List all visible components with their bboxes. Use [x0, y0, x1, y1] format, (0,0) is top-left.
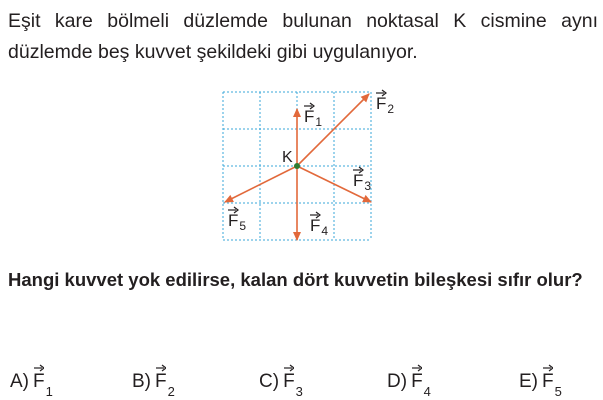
option-d[interactable]: D) F 4: [387, 364, 431, 393]
point-k-label: K: [282, 149, 293, 166]
vector-arrow-icon: [156, 364, 166, 372]
option-c[interactable]: C) F 3: [259, 364, 303, 393]
point-k-dot: [294, 163, 300, 169]
vector-arrow-icon: [284, 364, 294, 372]
force-f2-label: F 2: [376, 89, 394, 113]
question-text: Hangi kuvvet yok edilirse, kalan dört kuvvetin bileşkesi sıfır olur?: [8, 269, 583, 290]
vector-arrow-icon: [353, 166, 363, 174]
option-e[interactable]: E) F 5: [519, 364, 562, 393]
force-f5-label: F 5: [228, 206, 246, 230]
answer-options: [10, 364, 600, 399]
force-diagram: [216, 88, 395, 248]
option-b[interactable]: B) F 2: [132, 364, 175, 393]
option-a[interactable]: A) F 1: [10, 364, 53, 393]
force-f3-label: F 3: [353, 166, 371, 190]
vector-arrow-icon: [228, 206, 238, 214]
vector-arrow-icon: [34, 364, 44, 372]
force-f4-label: F 4: [310, 211, 328, 235]
force-f5-arrow: [225, 166, 297, 202]
vector-arrow-icon: [543, 364, 553, 372]
vector-arrow-icon: [310, 211, 320, 219]
question-intro-text: Eşit kare bölmeli düzlemde bulunan noktasal K cismine aynı düzlemde beş kuvvet şekildeki gibi uygulanıyor.: [8, 10, 598, 63]
vector-arrow-icon: [412, 364, 422, 372]
vector-arrow-icon: [376, 89, 386, 97]
vector-arrow-icon: [304, 102, 314, 110]
force-f1-label: F 1: [304, 102, 322, 126]
